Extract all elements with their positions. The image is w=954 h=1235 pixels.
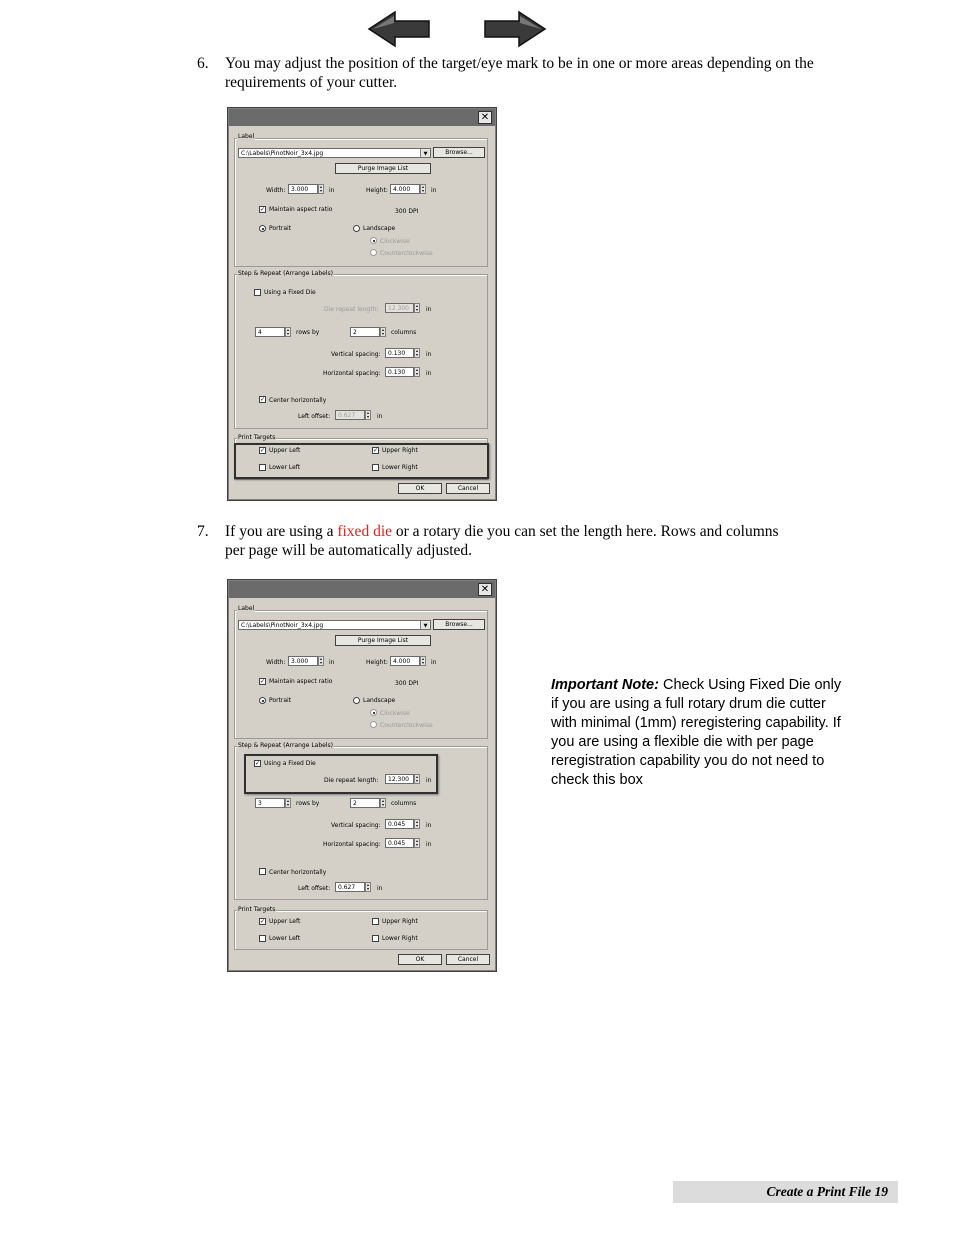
upper-right-label: Upper Right xyxy=(382,918,418,925)
maintain-aspect-checkbox[interactable]: ✓ xyxy=(260,206,266,213)
lower-right-checkbox[interactable] xyxy=(372,464,379,471)
height-spinner[interactable]: ▴ ▾ xyxy=(421,184,424,193)
vertical-spacing-unit: in xyxy=(426,822,432,829)
maintain-aspect-label: Maintain aspect ratio xyxy=(269,206,333,213)
browse-button[interactable]: Browse... xyxy=(433,147,485,158)
clockwise-label: Clockwise xyxy=(380,238,410,245)
step-number: 7. xyxy=(197,523,209,540)
cancel-button[interactable]: Cancel xyxy=(446,483,490,494)
upper-left-label: Upper Left xyxy=(269,918,301,925)
horizontal-spacing-spinner[interactable]: ▴ ▾ xyxy=(415,367,418,376)
step-text-line1: You may adjust the position of the target/eye mark to be in one or more areas depending on the xyxy=(225,55,814,72)
left-offset-label: Left offset: xyxy=(298,413,331,420)
height-unit: in xyxy=(431,659,437,666)
upper-right-checkbox[interactable] xyxy=(372,918,379,925)
horizontal-spacing-input[interactable]: 0.045 xyxy=(385,838,414,848)
lower-left-label: Lower Left xyxy=(269,464,301,471)
maintain-aspect-label: Maintain aspect ratio xyxy=(269,678,333,685)
purge-image-list-button[interactable]: Purge Image List xyxy=(335,635,431,646)
portrait-radio[interactable] xyxy=(259,225,266,232)
file-path-field[interactable] xyxy=(238,148,431,158)
vertical-spacing-input[interactable]: 0.045 xyxy=(385,819,414,829)
landscape-radio[interactable] xyxy=(353,225,360,232)
chevron-down-icon[interactable]: ▼ xyxy=(420,149,430,158)
rows-by-label: rows by xyxy=(296,329,320,336)
left-offset-label: Left offset: xyxy=(298,885,331,892)
center-horizontally-checkbox[interactable] xyxy=(259,868,266,875)
vertical-spacing-input[interactable]: 0.130 xyxy=(385,348,414,358)
lower-left-checkbox[interactable] xyxy=(259,935,266,942)
upper-left-checkbox[interactable]: ✓ xyxy=(260,447,266,454)
cancel-button[interactable]: Cancel xyxy=(446,954,490,965)
file-path-field[interactable] xyxy=(238,620,431,630)
left-offset-input[interactable]: 0.627 xyxy=(335,410,365,420)
fixed-die-label: Using a Fixed Die xyxy=(264,760,316,767)
back-arrow-icon[interactable] xyxy=(367,10,431,48)
portrait-radio[interactable] xyxy=(259,697,266,704)
die-repeat-unit: in xyxy=(426,777,432,784)
width-input[interactable]: 3.000 xyxy=(288,656,318,666)
print-settings-dialog-2 xyxy=(227,579,497,972)
left-offset-input[interactable]: 0.627 xyxy=(335,882,365,892)
portrait-label: Portrait xyxy=(269,697,292,704)
ok-button[interactable]: OK xyxy=(398,483,442,494)
fixed-die-checkbox[interactable] xyxy=(254,289,261,296)
columns-spinner[interactable]: ▴ ▾ xyxy=(381,798,384,807)
horizontal-spacing-label: Horizontal spacing: xyxy=(323,370,381,377)
step-repeat-group-title: Step & Repeat (Arrange Labels) xyxy=(238,742,333,749)
forward-arrow-icon[interactable] xyxy=(483,10,547,48)
width-label: Width: xyxy=(266,187,286,194)
print-targets-group-title: Print Targets xyxy=(238,434,276,441)
vertical-spacing-label: Vertical spacing: xyxy=(331,351,381,358)
die-repeat-label: Die repeat length: xyxy=(324,306,379,313)
clockwise-radio[interactable] xyxy=(370,237,377,244)
print-targets-group xyxy=(234,910,488,950)
width-spinner[interactable]: ▴ ▾ xyxy=(319,184,322,193)
note-heading: Important Note: xyxy=(551,677,659,693)
dpi-readout: 300 DPI xyxy=(395,208,419,215)
close-icon[interactable]: ✕ xyxy=(478,111,492,124)
maintain-aspect-checkbox[interactable]: ✓ xyxy=(260,678,266,685)
left-offset-spinner[interactable]: ▴ ▾ xyxy=(366,882,369,891)
step-number: 6. xyxy=(197,55,209,72)
height-input[interactable]: 4.000 xyxy=(390,184,420,194)
landscape-label: Landscape xyxy=(363,697,396,704)
die-repeat-spinner[interactable]: ▴ ▾ xyxy=(415,774,418,783)
step-text-pre: If you are using a xyxy=(225,523,338,540)
print-targets-group-title: Print Targets xyxy=(238,906,276,913)
dpi-readout: 300 DPI xyxy=(395,680,419,687)
fixed-die-checkbox[interactable]: ✓ xyxy=(255,760,261,767)
height-unit: in xyxy=(431,187,437,194)
die-repeat-label: Die repeat length: xyxy=(324,777,379,784)
width-unit: in xyxy=(329,659,335,666)
vertical-spacing-label: Vertical spacing: xyxy=(331,822,381,829)
clockwise-label: Clockwise xyxy=(380,710,410,717)
width-unit: in xyxy=(329,187,335,194)
upper-right-label: Upper Right xyxy=(382,447,418,454)
counterclockwise-label: Counterclockwise xyxy=(380,250,433,257)
left-offset-spinner[interactable]: ▴ ▾ xyxy=(366,410,369,419)
upper-left-checkbox[interactable]: ✓ xyxy=(260,918,266,925)
print-settings-dialog-1 xyxy=(227,107,497,501)
center-horizontally-label: Center horizontally xyxy=(269,397,327,404)
chevron-down-icon[interactable]: ▼ xyxy=(420,621,430,630)
purge-image-list-button[interactable]: Purge Image List xyxy=(335,163,431,174)
rows-spinner[interactable]: ▴ ▾ xyxy=(286,327,289,336)
upper-right-checkbox[interactable]: ✓ xyxy=(373,447,379,454)
note-body: Check Using Fixed Die only if you are using a full rotary drum die cutter with minimal (1mm) reregistering capability. If you are using a flexible die with per page reregistration capability you do not need to check this box xyxy=(551,677,842,788)
close-icon[interactable]: ✕ xyxy=(478,583,492,596)
portrait-label: Portrait xyxy=(269,225,292,232)
file-path-value: C:\Labels\PinotNoir_3x4.jpg xyxy=(241,150,324,157)
die-repeat-spinner[interactable]: ▴ ▾ xyxy=(415,303,418,312)
lower-right-label: Lower Right xyxy=(382,464,418,471)
width-label: Width: xyxy=(266,659,286,666)
lower-right-label: Lower Right xyxy=(382,935,418,942)
die-repeat-unit: in xyxy=(426,306,432,313)
horizontal-spacing-unit: in xyxy=(426,370,432,377)
step-text-line1 xyxy=(225,523,779,542)
fixed-die-link[interactable]: fixed die xyxy=(337,523,393,540)
file-path-value: C:\Labels\PinotNoir_3x4.jpg xyxy=(241,622,324,629)
lower-right-checkbox[interactable] xyxy=(372,935,379,942)
upper-left-label: Upper Left xyxy=(269,447,301,454)
dialog-titlebar xyxy=(229,109,495,126)
vertical-spacing-spinner[interactable]: ▴ ▾ xyxy=(415,348,418,357)
horizontal-spacing-spinner[interactable]: ▴ ▾ xyxy=(415,838,418,847)
rows-input[interactable]: 4 xyxy=(255,327,285,337)
die-repeat-input[interactable]: 12.300 xyxy=(385,303,414,313)
rows-spinner[interactable]: ▴ ▾ xyxy=(286,798,289,807)
horizontal-spacing-label: Horizontal spacing: xyxy=(323,841,381,848)
step-text-line2: per page will be automatically adjusted. xyxy=(225,542,473,559)
left-offset-unit: in xyxy=(377,413,383,420)
fixed-die-label: Using a Fixed Die xyxy=(264,289,316,296)
height-label: Height: xyxy=(366,659,388,666)
step-text-post: or a rotary die you can set the length here. Rows and columns xyxy=(392,523,779,540)
horizontal-spacing-unit: in xyxy=(426,841,432,848)
columns-label: columns xyxy=(391,800,417,807)
height-spinner[interactable]: ▴ ▾ xyxy=(421,656,424,665)
ok-button[interactable]: OK xyxy=(398,954,442,965)
dialog-titlebar xyxy=(229,581,495,598)
counterclockwise-radio[interactable] xyxy=(370,721,377,728)
vertical-spacing-unit: in xyxy=(426,351,432,358)
columns-input[interactable]: 2 xyxy=(350,798,380,808)
width-input[interactable]: 3.000 xyxy=(288,184,318,194)
columns-input[interactable]: 2 xyxy=(350,327,380,337)
columns-label: columns xyxy=(391,329,417,336)
browse-button[interactable]: Browse... xyxy=(433,619,485,630)
landscape-radio[interactable] xyxy=(353,697,360,704)
step-text-line2: requirements of your cutter. xyxy=(225,74,398,91)
horizontal-spacing-input[interactable]: 0.130 xyxy=(385,367,414,377)
lower-left-checkbox[interactable] xyxy=(259,464,266,471)
label-group-title: Label xyxy=(238,133,255,140)
height-input[interactable]: 4.000 xyxy=(390,656,420,666)
left-offset-unit: in xyxy=(377,885,383,892)
page-footer xyxy=(673,1181,898,1203)
lower-left-label: Lower Left xyxy=(269,935,301,942)
rows-by-label: rows by xyxy=(296,800,320,807)
die-repeat-input[interactable]: 12.300 xyxy=(385,774,414,784)
width-spinner[interactable]: ▴ ▾ xyxy=(319,656,322,665)
step-repeat-group-title: Step & Repeat (Arrange Labels) xyxy=(238,270,333,277)
landscape-label: Landscape xyxy=(363,225,396,232)
counterclockwise-label: Counterclockwise xyxy=(380,722,433,729)
footer-text: Create a Print File 19 xyxy=(766,1184,888,1199)
height-label: Height: xyxy=(366,187,388,194)
label-group-title: Label xyxy=(238,605,255,612)
rows-input[interactable]: 3 xyxy=(255,798,285,808)
clockwise-radio[interactable] xyxy=(370,709,377,716)
important-note xyxy=(551,676,851,790)
vertical-spacing-spinner[interactable]: ▴ ▾ xyxy=(415,819,418,828)
center-horizontally-checkbox[interactable]: ✓ xyxy=(260,396,266,403)
center-horizontally-label: Center horizontally xyxy=(269,869,327,876)
counterclockwise-radio[interactable] xyxy=(370,249,377,256)
columns-spinner[interactable]: ▴ ▾ xyxy=(381,327,384,336)
